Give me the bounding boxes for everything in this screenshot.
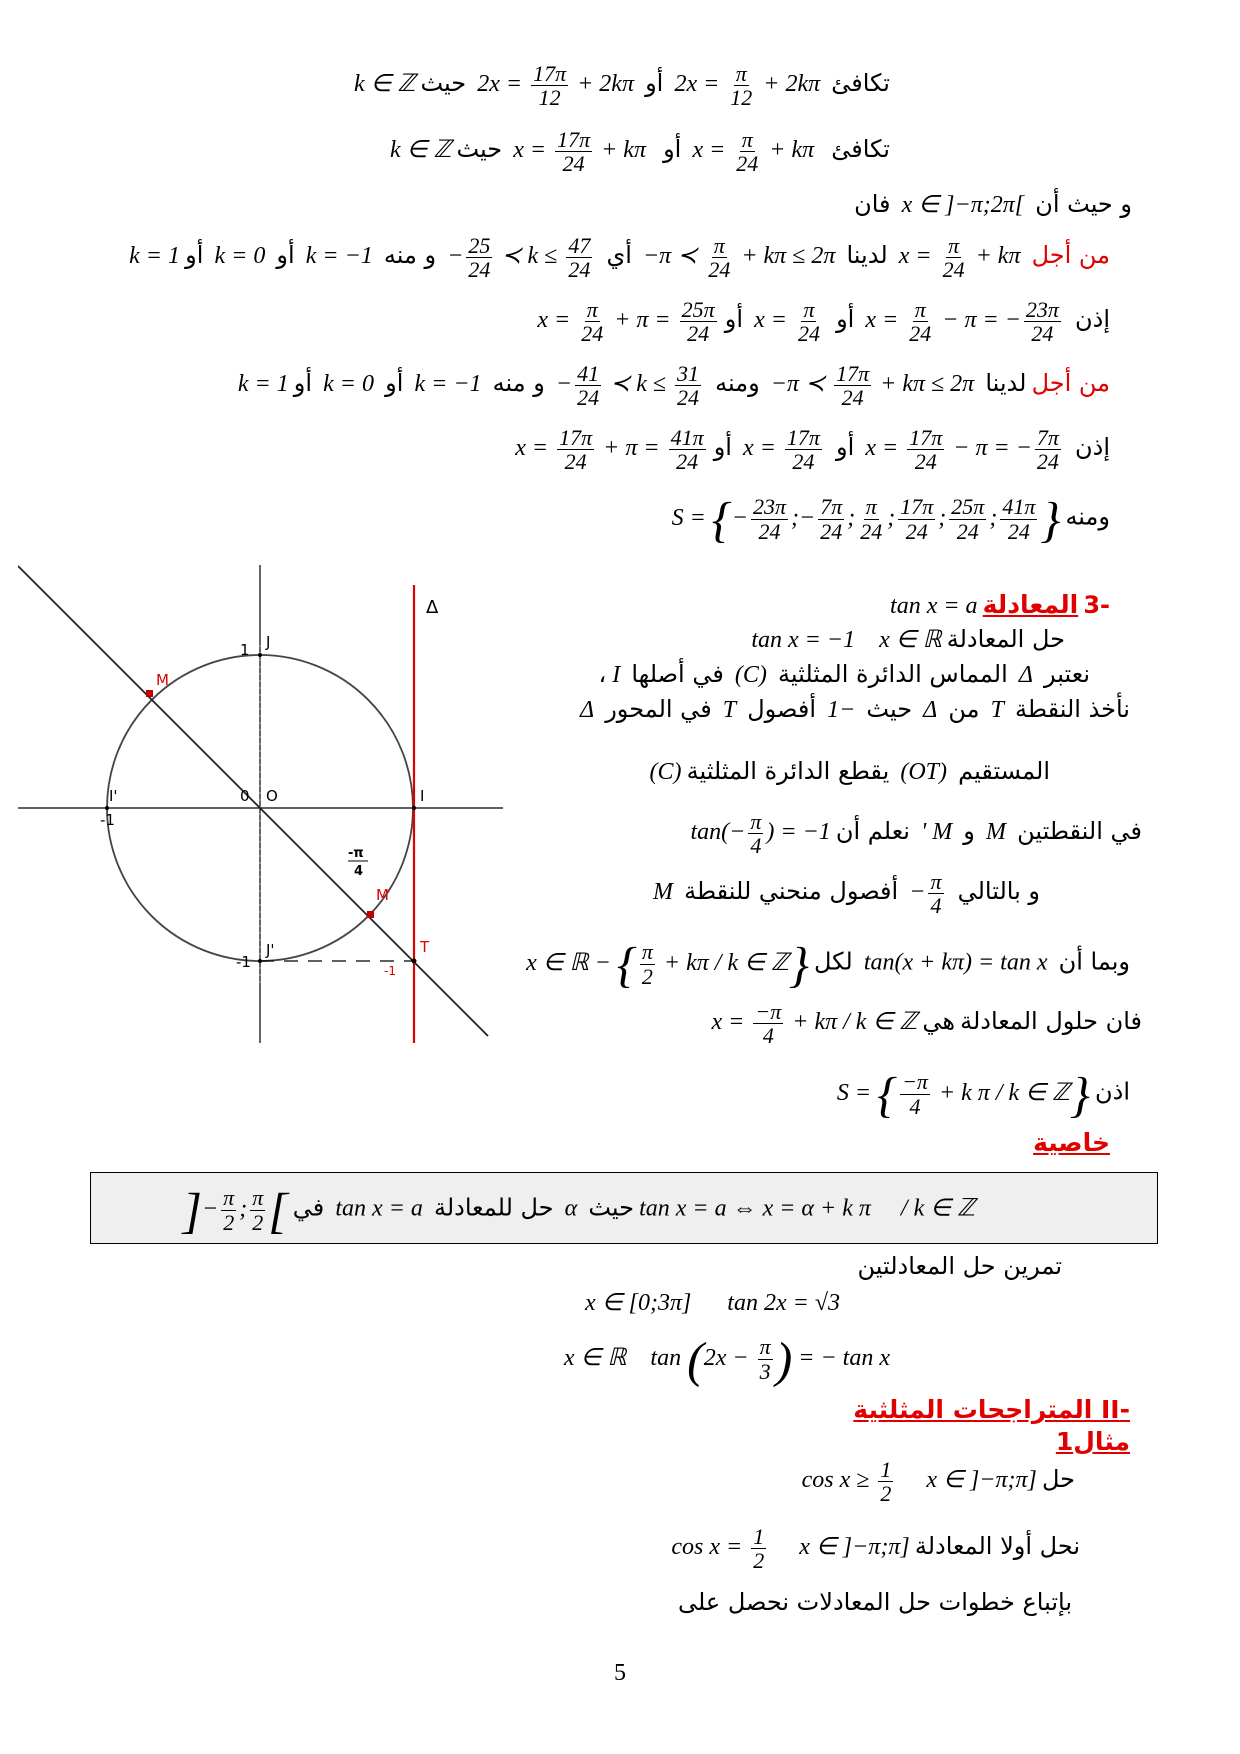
section2-solve-line: حل cos x ≥ $\frac{1}{2}$ x ∈ ]−π;π] <box>795 1457 1075 1507</box>
eq-line-4: من أجل x = $\frac{\pi}{24}$ + kπ لدينا −π ≺ $\frac{\pi}{24}$ + kπ ≤ 2π أي − $\frac{25}{24}$ ≺ k ≤ $\frac{47}{24}$ و منه k = −1 أو k = 0 أو k = 1 <box>123 233 1110 283</box>
point-M-bottom <box>367 911 374 918</box>
label-delta: Δ <box>426 597 439 618</box>
equiv-word: تكافئ <box>831 69 890 98</box>
exercise-eq-2: x ∈ ℝ tan (2x − $\frac{\pi}{3}$ ) = − tan x <box>563 1331 890 1387</box>
section3-then-line: اذن S = { $\frac{-\pi}{4}$ + k π / k ∈ ℤ} <box>830 1066 1130 1122</box>
label-I-prime: I' <box>109 787 118 805</box>
label-four: 4 <box>354 864 364 879</box>
label-I: I <box>420 787 425 805</box>
eq-line-1: تكافئ 2x = $\frac{\pi}{12}$ + 2kπ أو 2x = $\frac{17\pi}{12}$ + 2kπ حيث k ∈ ℤ <box>347 61 890 111</box>
point-M-top <box>146 690 153 697</box>
section3-points-line: في النقطتين M و M ' نعلم أن tan(− $\frac{\pi}{4}$ ) = −1 <box>684 809 1142 859</box>
exercise-eq-1: x ∈ [0;3π] tan 2x = √3 <box>585 1290 840 1316</box>
label-M-bottom: M <box>376 886 389 904</box>
property-box: tan x = a ⇔ x = α + k π / k ∈ ℤ حيث α حل للمعادلة tan x = a في ]− $\frac{\pi}{2}$ ; $\frac{\pi}{2}$ [ <box>90 1172 1158 1244</box>
label-J-prime: J' <box>266 941 275 959</box>
exercise-title: تمرين حل المعادلتين <box>857 1252 1062 1280</box>
page-number: 5 <box>614 1660 626 1686</box>
label-O: O <box>266 787 278 805</box>
eq-line-8: ومنه S = {− $\frac{23\pi}{24}$ ;− $\frac{7\pi}{24}$ ; $\frac{\pi}{24}$ ; $\frac{17\pi}{24}$ ; $\frac{25\pi}{24}$ ; $\frac{41\pi}{24}$ } <box>665 491 1110 547</box>
property-title: خاصية <box>1033 1128 1110 1157</box>
section3-sol-line: فان حلول المعادلة هي x = $\frac{-\pi}{4}$ + kπ / k ∈ ℤ <box>705 999 1142 1049</box>
section2-example: مثال1 <box>1055 1427 1130 1456</box>
label-0: 0 <box>240 787 250 805</box>
label-minus-pi: -π <box>348 846 364 861</box>
label-M-top: M <box>156 671 169 689</box>
eq-line-7: إذن x = $\frac{17\pi}{24}$ − π = − $\frac{7\pi}{24}$ أو x = $\frac{17\pi}{24}$ أو x = $\frac{17\pi}{24}$ + π = $\frac{41\pi}{24}$ <box>509 425 1110 475</box>
unit-circle-figure <box>18 565 508 1043</box>
section3-since-line: وبما أن tan(x + kπ) = tan x لكل x ∈ ℝ − { $\frac{\pi}{2}$ + kπ / k ∈ ℤ} <box>520 936 1130 992</box>
section3-solve-line: حل المعادلة tan x = −1 x ∈ ℝ <box>739 625 1065 653</box>
label-1-y: 1 <box>240 641 250 659</box>
label-minus1-T: -1 <box>384 964 396 978</box>
section3-line-OT: المستقيم (OT) يقطع الدائرة المثلثية (C) <box>643 757 1050 785</box>
section2-steps-line: بإتباع خطوات حل المعادلات نحصل على <box>677 1588 1072 1616</box>
section3-take-line: نأخذ النقطة T من Δ حيث −1 أفصول T في المحور Δ <box>580 695 1130 723</box>
label-J: J <box>266 633 271 651</box>
eq-line-2: تكافئ x = $\frac{\pi}{24}$ + kπ أو x = $\frac{17\pi}{24}$ + kπ حيث k ∈ ℤ <box>383 127 890 177</box>
label-T: T <box>420 938 430 956</box>
line-OT <box>18 566 488 1036</box>
eq-line-6: من أجل لدينا −π ≺ $\frac{17\pi}{24}$ + kπ ≤ 2π ومنه − $\frac{41}{24}$ ≺ k ≤ $\frac{31}{24}$ و منه k = −1 أو k = 0 أو k = 1 <box>231 361 1110 411</box>
section3-title: المعادلة <box>982 590 1079 619</box>
label-minus1-y: -1 <box>236 953 251 971</box>
label-minus1-x: -1 <box>100 811 115 829</box>
section2-first-line: نحل أولا المعادلة cos x = $\frac{1}{2}$ x ∈ ]−π;π] <box>665 1524 1080 1574</box>
eq-line-3: و حيث أن x ∈ ]−π;2π[ فان <box>854 190 1132 218</box>
section3-title-line: -3 المعادلة tan x = a <box>878 590 1110 619</box>
section3-consider-line: نعتبر Δ المماس الدائرة المثلثية (C) في أصلها I ، <box>598 660 1090 688</box>
eq-line-5: إذن x = $\frac{\pi}{24}$ − π = − $\frac{23\pi}{24}$ أو x = $\frac{\pi}{24}$ أو x = $\frac{\pi}{24}$ + π = $\frac{25\pi}{24}$ <box>531 297 1110 347</box>
section2-title: -II المتراجحات المثلثية <box>853 1395 1130 1424</box>
section3-hence-line: و بالتالي − $\frac{\pi}{4}$ أفصول منحني للنقطة M <box>653 869 1040 919</box>
